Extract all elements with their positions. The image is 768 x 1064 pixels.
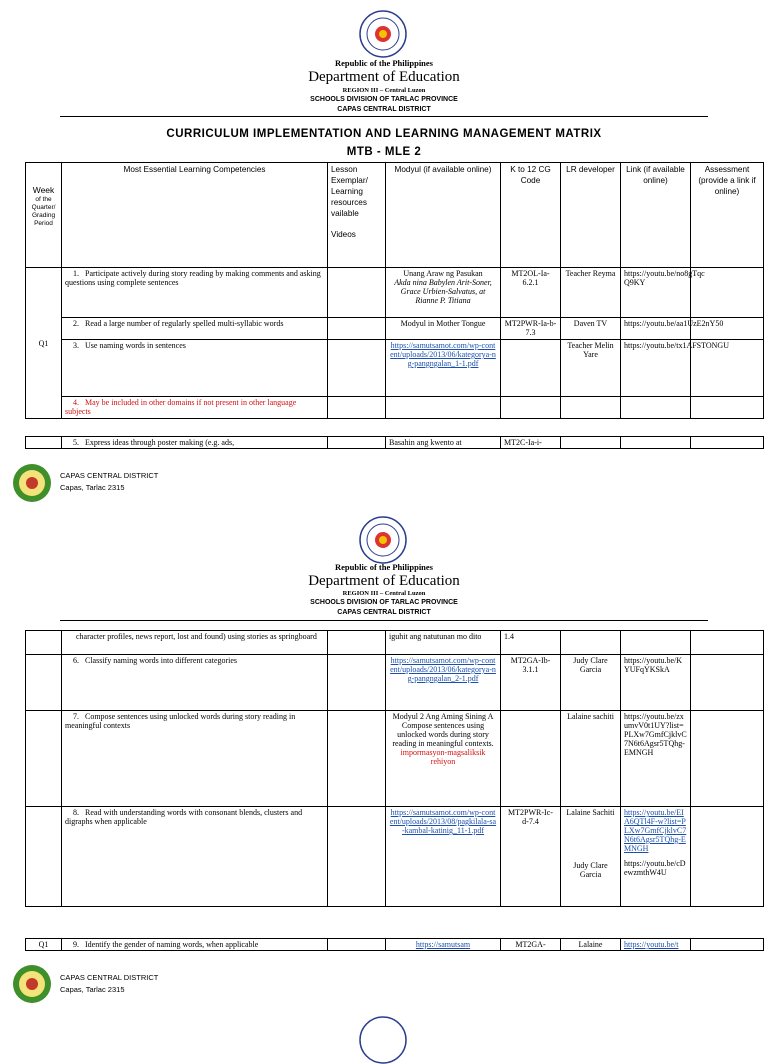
division-label: SCHOOLS DIVISION OF TARLAC PROVINCE xyxy=(310,96,458,103)
district-logo-icon xyxy=(12,463,52,503)
division-label: SCHOOLS DIVISION OF TARLAC PROVINCE xyxy=(310,599,458,606)
col-lesson: Lesson Exemplar/ Learning resources vailable Videos xyxy=(328,163,386,268)
subject-title: MTB - MLE 2 xyxy=(346,146,422,158)
district-logo-icon xyxy=(12,964,52,1004)
col-assess: Assessment (provide a link if online) xyxy=(691,163,764,268)
col-mel: Most Essential Learning Competencies xyxy=(62,163,328,268)
matrix-table-page2 xyxy=(25,630,764,907)
table-row: 2. Read a large number of regularly spelled multi-syllabic words Modyul in Mother Tongue MT2PWR-Ia-b-7.3 Daven TV https://youtu.be/aa1UzE2nY50 xyxy=(26,318,764,340)
table-row: Q1 1. Participate actively during story reading by making comments and asking questions using complete sentences Unang Araw ng Pasukan Akda nina Babylen Arit-Soner, Grace Urbien-Salvatus, at Rianne P. Titiana MT2OL-Ia-6.2.1 Teacher Reyma https://youtu.be/no8gTqc Q9KY xyxy=(26,268,764,318)
table-row: character profiles, news report, lost and found) using stories as springboard iguhit ang natutunan mo dito 1.4 xyxy=(26,631,764,655)
deped-seal-icon xyxy=(359,1016,407,1064)
table-row: 7. Compose sentences using unlocked words during story reading in meaningful contexts Modyul 2 Ang Aming Sining A Compose sentences using unlocked words during story reading in meaningful contexts. impormasyon-magsaliksik rehiyon Lalaine sachiti https://youtu.be/zxumvV0t1UY?list=PLXw7GmfCjklvC7N6t6Agsr5TQhg-EMNGH xyxy=(26,711,764,807)
table-row: 8. Read with understanding words with consonant blends, clusters and digraphs when applicable https://samutsamot.com/wp-content/uploads/2013/08/pagkilala-sa-kambal-katinig_11-1.pdf MT2PWR-Ic- d-7.4 Lalaine Sachiti Judy Clare Garcia https://youtu.be/EIA6QTl4F-w?list=PLXw7GmfCjklvC7N6t6Agsr5TQhg-EMNGH https://youtu.be/cDewzmthW4U xyxy=(26,807,764,907)
republic-label: Republic of the Philippines xyxy=(334,58,433,68)
footer-address: CAPAS CENTRAL DISTRICT Capas, Tarlac 2315 xyxy=(60,973,159,994)
link-cell[interactable]: https://youtu.be/tx1AFSTONGU xyxy=(621,340,691,397)
video-link[interactable]: https://youtu.be/t xyxy=(624,940,679,949)
link-cell[interactable]: https://youtu.be/aa1UzE2nY50 xyxy=(621,318,691,340)
col-week: Week of the Quarter/ Grading Period xyxy=(26,163,62,268)
modyul-link[interactable]: https://samutsam xyxy=(415,940,471,949)
department-title: Department of Education xyxy=(308,69,460,85)
matrix-table xyxy=(25,162,764,419)
deped-seal-icon xyxy=(359,10,407,58)
matrix-title: CURRICULUM IMPLEMENTATION AND LEARNING MANAGEMENT MATRIX xyxy=(166,128,602,140)
region-label: REGION III – Central Luzon xyxy=(342,590,426,597)
link-cell[interactable]: https://youtu.be/no8gTqc Q9KY xyxy=(621,268,691,318)
page-2 xyxy=(0,506,768,1024)
col-link: Link (if available online) xyxy=(621,163,691,268)
link-cell[interactable]: https://youtu.be/zxumvV0t1UY?list=PLXw7GmfCjklvC7N6t6Agsr5TQhg-EMNGH xyxy=(621,711,691,807)
table-row: Q1 9. Identify the gender of naming words, when applicable https://samutsam MT2GA- Lalaine https://youtu.be/t xyxy=(26,939,764,951)
modyul-cell: Unang Araw ng Pasukan Akda nina Babylen Arit-Soner, Grace Urbien-Salvatus, at Rianne P. Titiana xyxy=(386,268,501,318)
header-divider xyxy=(60,620,708,621)
deped-seal-icon xyxy=(359,516,407,564)
department-title: Department of Education xyxy=(308,573,460,589)
modyul-link[interactable]: https://samutsamot.com/wp-content/uploads/2013/08/pagkilala-sa-kambal-katinig_11-1.pdf xyxy=(389,808,497,835)
matrix-table-page2-continued xyxy=(25,938,764,951)
link-cell[interactable]: https://youtu.be/KYUFqYKSkA xyxy=(621,655,691,711)
table-row: 6. Classify naming words into different categories https://samutsamot.com/wp-content/uploads/2013/06/kategorya-ng-pangngalan_2-1.pdf MT2GA-Ib- 3.1.1 Judy Clare Garcia https://youtu.be/KYUFqYKSkA xyxy=(26,655,764,711)
header-divider xyxy=(60,116,708,117)
footer-address: CAPAS CENTRAL DISTRICT Capas, Tarlac 2315 xyxy=(60,471,159,492)
col-cg: K to 12 CG Code xyxy=(501,163,561,268)
col-modyul: Modyul (if available online) xyxy=(386,163,501,268)
table-row: 4. May be included in other domains if not present in other language subjects xyxy=(26,397,764,419)
competency-cell: 1. Participate actively during story reading by making comments and asking questions using complete sentences xyxy=(62,268,328,318)
republic-label: Republic of the Philippines xyxy=(334,562,433,572)
matrix-table-continued xyxy=(25,436,764,449)
table-row: 5. Express ideas through poster making (e.g. ads, Basahin ang kwento at MT2C-Ia-i- xyxy=(26,437,764,449)
video-link-2[interactable]: https://youtu.be/cDewzmthW4U xyxy=(624,859,686,877)
district-label: CAPAS CENTRAL DISTRICT xyxy=(337,609,431,616)
modyul-link[interactable]: https://samutsamot.com/wp-content/uploads/2013/06/kategorya-ng-pangngalan_2-1.pdf xyxy=(390,656,496,683)
modyul-link[interactable]: https://samutsamot.com/wp-content/uploads/2013/06/kategorya-ng-pangngalan_1-1.pdf xyxy=(390,341,496,368)
region-label: REGION III – Central Luzon xyxy=(342,87,426,94)
video-link[interactable]: https://youtu.be/EIA6QTl4F-w?list=PLXw7GmfCjklvC7N6t6Agsr5TQhg-EMNGH xyxy=(624,808,687,853)
table-row: 3. Use naming words in sentences https://samutsamot.com/wp-content/uploads/2013/06/kategorya-ng-pangngalan_1-1.pdf Teacher Melin Yare https://youtu.be/tx1AFSTONGU xyxy=(26,340,764,397)
col-lr: LR developer xyxy=(561,163,621,268)
page-1 xyxy=(0,0,768,500)
week-cell: Q1 xyxy=(26,268,62,419)
district-label: CAPAS CENTRAL DISTRICT xyxy=(337,106,431,113)
